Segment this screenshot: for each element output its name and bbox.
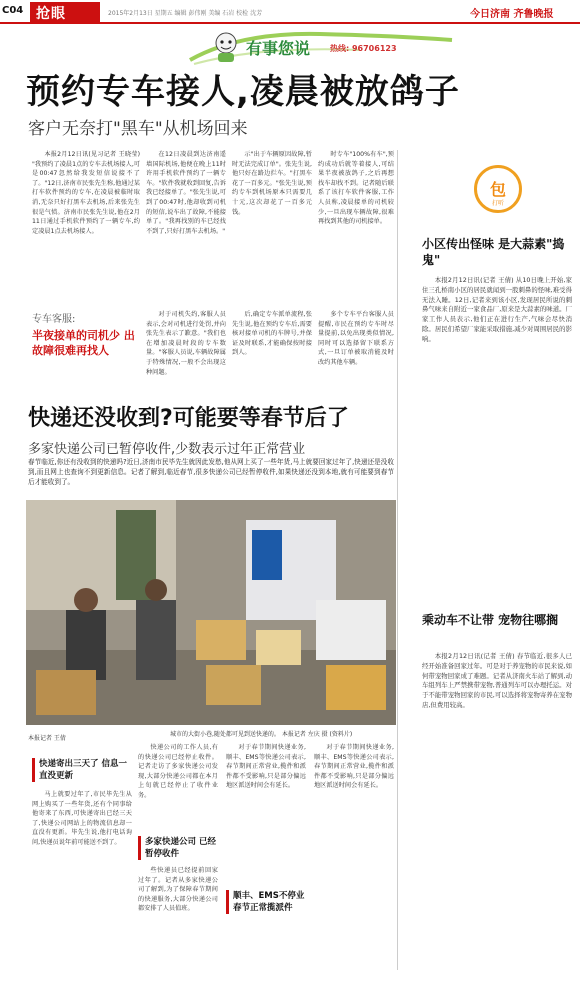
story2-column-4 bbox=[314, 743, 394, 975]
story2-col-d-text: 对于春节期间快递业务,顺丰、EMS等快递公司表示,春节期间正常营业,揽件和派件都不受影响,只是部分偏远地区派送时间会有延长。 bbox=[226, 744, 306, 790]
story2-col-c-text: 些快递员已经提前回家过年了。记者从多家快递公司了解到,为了保障春节期间的快递服务,大部分快递公司都安排了人员值班。 bbox=[138, 867, 218, 913]
story2-photo bbox=[26, 500, 396, 725]
story1-subheadline: 客户无奈打"黑车"从机场回来 bbox=[28, 119, 248, 139]
page-header bbox=[0, 0, 580, 24]
story2-column-1 bbox=[32, 790, 132, 975]
story1-col1-text: 本报2月12日讯(见习记者 王晓莹) "我预约了凌晨1点的专车去机场接人,可是00:47忽然给我发短信说接不了了。"12日,济南市民张先生称,他通过某打车软件预约的专车,在凌晨被临时取消,无奈只好打黑车去机场,后来张先生很是气愤。济南市民张先生说,他在2月11日通过手机软件预约了一辆专车,约定凌晨1点去机场接人。 bbox=[32, 151, 140, 235]
hotline-title: 有事您说 bbox=[246, 39, 311, 58]
story1-col4-text: 时专车"100%有车",预约成功后就等着接人,可结果半夜被放鸽子,之后再想找车却找不到。记者随后联系了该打车软件客服,工作人员称,凌晨接单的司机较少,一旦出现车辆故障,很难再找到其他的司机接单。 bbox=[318, 151, 394, 226]
story1-column-2 bbox=[146, 150, 226, 300]
story1-column-1 bbox=[32, 150, 140, 300]
story1-col2b-text: 对于司机失约,客服人员表示,会对司机进行处罚,并向张先生表示了歉意。"我们也在增加凌晨时段的专车数量。"客服人员说,车辆故障属于特殊情况,一般不会出现这种问题。 bbox=[146, 311, 226, 376]
story2-subheadline: 多家快递公司已暂停收件,少数表示过年正常营业 bbox=[28, 442, 306, 457]
story1-col3b-text: 后,确定专车派单流程,张先生说,他在预约专车后,需要核对接单司机的车牌号,并保证及时联系,才能确保按时接到人。 bbox=[232, 311, 312, 357]
story1-col4b-text: 多个专车平台客服人员提醒,市民在预约专车时尽量提前,以免出现类似情况,同时可以选择留下联系方式,一旦订单被取消能及时改约其他车辆。 bbox=[318, 311, 394, 366]
story1-headline: 预约专车接人,凌晨被放鸽子 bbox=[26, 72, 460, 112]
story2-column-3 bbox=[226, 743, 306, 888]
right-story2-title: 乘动车不让带 宠物往哪搁 bbox=[422, 613, 559, 627]
baoda-badge-sub: 打听 bbox=[491, 200, 504, 207]
baoda-badge bbox=[474, 165, 522, 213]
issue-meta: 2015年2月13日 星期五 编辑 彭伟刚 美编 石岩 校检 沈芳 bbox=[108, 10, 263, 17]
right-story1-title: 小区传出怪味 是大蒜素"捣鬼" bbox=[422, 237, 565, 267]
right-story2-body bbox=[422, 652, 572, 972]
story1-column-4 bbox=[318, 150, 394, 300]
mascot-icon bbox=[208, 29, 244, 63]
photo-caption: 城市的大街小巷,随处都可见到送快递的。 本报记者 左庆 摄 (资料片) bbox=[170, 731, 353, 738]
baoda-badge-char: 包 bbox=[489, 180, 506, 199]
story1-column-4b bbox=[318, 310, 394, 395]
page-number: C04 bbox=[2, 5, 24, 16]
story1-column-3b bbox=[232, 310, 312, 395]
story2-subhead-b: 多家快递公司 已经暂停收件 bbox=[138, 836, 218, 860]
right-story1-text: 本报2月12日讯(记者 王倩) 从10日晚上开始,家住三孔桥南小区的居民就闻到一股刺鼻的怪味,难受得无法入睡。12日,记者来到该小区,发现居民所说的刺鼻气味来自附近一家食品厂,原来是大蒜素的味道。厂家工作人员表示,他们正在进行生产,气味会尽快消除。居民们希望厂家能采取措施,减少对周围居民的影响。 bbox=[422, 276, 572, 343]
story1-column-2b bbox=[146, 310, 226, 395]
story2-subhead-c: 顺丰、EMS不停业 春节正常揽派件 bbox=[226, 890, 306, 914]
story2-col-a-text: 马上就要过年了,市民毕先生从网上购买了一些年货,还有个同事给他寄来了东西,可快递寄出已经三天了,快递公司网站上的物流信息却一直没有更新。毕先生说,他打电话询问,快递员说年前可能送不到了。 bbox=[32, 791, 132, 846]
story2-column-2b bbox=[138, 866, 218, 976]
story2-col-b-text: 快递公司的工作人员,有的快递公司已经停止收件。记者走访了多家快递公司发现,大部分快递公司都在本月上旬就已经停止了收件业务。 bbox=[138, 744, 218, 799]
story2-column-2 bbox=[138, 743, 218, 833]
section-label: 抢眼 bbox=[30, 2, 100, 22]
story1-col2-text: 在12日凌晨到达济南遥墙国际机场,他便在晚上11时许用手机软件预约了一辆专车。"软件我就收到回复,告诉我已经接单了。"张先生说,可到了00:47时,他却收到司机的短信,说车出了故障,不能接单了。"我再找别的车已经找不到了,只好打黑车去机场。" bbox=[146, 151, 226, 235]
story2-byline: 本报记者 王倩 bbox=[28, 735, 66, 742]
right-story1-body bbox=[422, 276, 572, 596]
story1-sidebar-label: 专车客服: bbox=[32, 314, 76, 325]
right-story2-text: 本报2月12日讯(记者 王倩) 春节临近,很多人已经开始准备回家过年。可是对于养宠物的市民来说,如何带宠物回家成了难题。记者从济南火车站了解到,动车组列车上严禁携带宠物,普通列车可以办理托运。对于不能带宠物回家的市民,可以选择将宠物寄养在宠物店,但费用较高。 bbox=[422, 652, 572, 709]
story1-column-3 bbox=[232, 150, 312, 300]
hotline-banner bbox=[180, 26, 460, 68]
newspaper-brand: 今日济南 齐鲁晚报 bbox=[470, 9, 554, 20]
couriers-photo-illustration bbox=[26, 500, 396, 725]
story1-col3-text: 示"出于车辆原因故障,暂时无法完成订单"。张先生说,他只好在路边拦车。"打黑车花了一百多元。"张先生说,预约专车到机场原本只需要几十元,这次却花了一百多元钱。 bbox=[232, 151, 312, 216]
story2-lead: 春节临近,你还有没收到的快递吗?近日,济南市民毕先生就因此发愁,他从网上买了一些年货,马上就要回家过年了,快递还是没收到,而且网上也查询不到更新信息。记者了解到,临近春节,很多快递公司已经暂停收件,如果快递还没到本地,就有可能要到春节后才能收到了。 bbox=[28, 458, 394, 486]
story2-subhead-a: 快递寄出三天了 信息一直没更新 bbox=[32, 758, 132, 782]
story2-headline: 快递还没收到?可能要等春节后了 bbox=[28, 406, 349, 431]
story2-col-d2-text: 对于春节期间快递业务,顺丰、EMS等快递公司表示,春节期间正常营业,揽件和派件都不受影响,只是部分偏远地区派送时间会有延长。 bbox=[314, 744, 394, 790]
hotline-phone: 热线: 96706123 bbox=[330, 44, 397, 53]
story1-sidebar-title: 半夜接单的司机少 出故障很难再找人 bbox=[32, 329, 135, 357]
column-divider bbox=[397, 150, 398, 970]
